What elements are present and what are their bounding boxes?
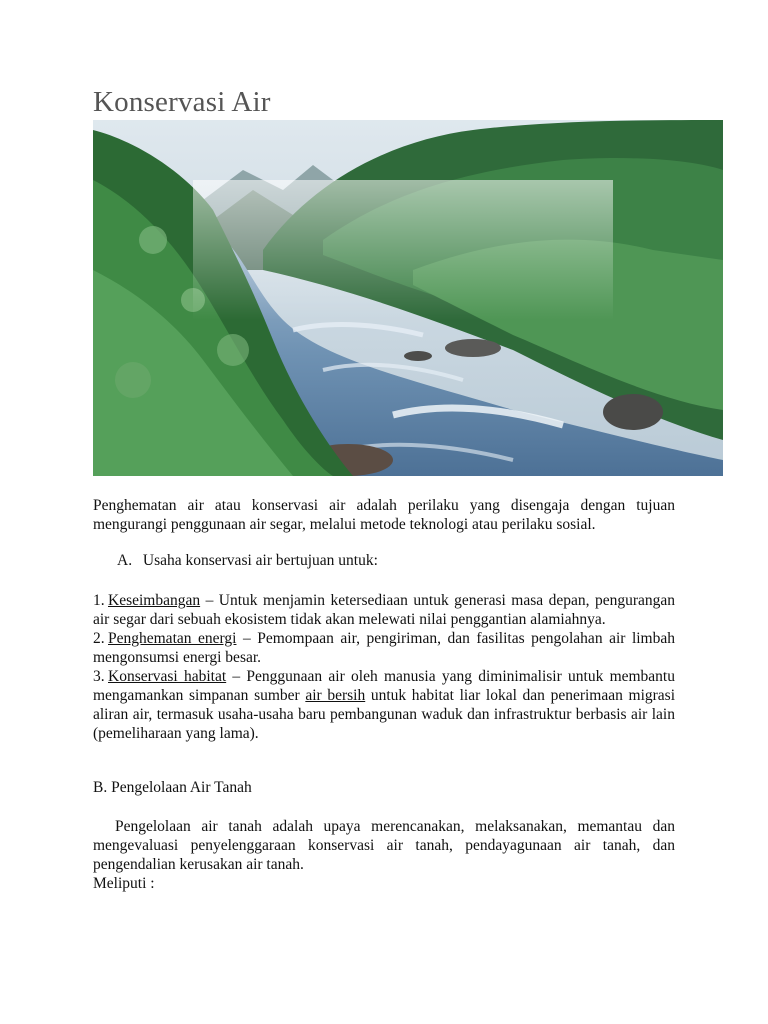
list-item-number: 3. — [93, 668, 105, 685]
intro-paragraph — [93, 496, 675, 534]
list-item-number: 2. — [93, 630, 105, 647]
term-penghematan-energi: Penghematan energi — [108, 630, 237, 647]
river-photo — [93, 120, 723, 476]
list-item-3 — [93, 667, 675, 743]
air-bersih-link[interactable]: air bersih — [305, 687, 366, 704]
intro-text: Penghematan air atau konservasi air adalah perilaku yang disengaja dengan tujuan mengurangi penggunaan air segar, melalui metode teknologi atau perilaku sosial. — [93, 497, 675, 533]
section-a-title: Usaha konservasi air bertujuan untuk: — [142, 552, 378, 569]
list-item-number: 1. — [93, 592, 105, 609]
section-a-heading — [117, 552, 378, 570]
list-item-2 — [93, 629, 675, 667]
page-title: Konservasi Air — [93, 86, 271, 118]
river-forest-image — [93, 120, 723, 476]
section-b-body — [93, 817, 675, 893]
list-item-text: untuk habitat liar lokal dan penerimaan migrasi aliran air, termasuk usaha-usaha baru pembangunan waduk dan infrastruktur berbasis air lain (pemeliharaan yang lama). — [93, 687, 675, 742]
section-b-heading: B. Pengelolaan Air Tanah — [93, 779, 252, 796]
term-keseimbangan: Keseimbangan — [108, 592, 201, 609]
list-item-text: – Penggunaan air oleh manusia yang diminimalisir untuk membantu mengamankan simpanan sumber — [93, 668, 675, 704]
section-a-label: A. — [117, 552, 133, 569]
term-konservasi-habitat: Konservasi habitat — [108, 668, 227, 685]
list-item-1 — [93, 591, 675, 629]
list-item-text: – Pemompaan air, pengiriman, dan fasilitas pengolahan air limbah mengonsumsi energi besar. — [93, 630, 675, 666]
list-item-text: – Untuk menjamin ketersediaan untuk generasi masa depan, pengurangan air segar dari sebuah ekosistem tidak akan melewati nilai penggantian alamiahnya. — [93, 592, 675, 628]
section-a-list — [93, 591, 675, 743]
section-b-trailing: Meliputi : — [93, 875, 155, 892]
section-b-paragraph: Pengelolaan air tanah adalah upaya merencanakan, melaksanakan, memantau dan mengevaluasi penyelenggaraan konservasi air tanah, pendayagunaan air tanah, dan pengendalian kerusakan air tanah. — [93, 818, 675, 873]
